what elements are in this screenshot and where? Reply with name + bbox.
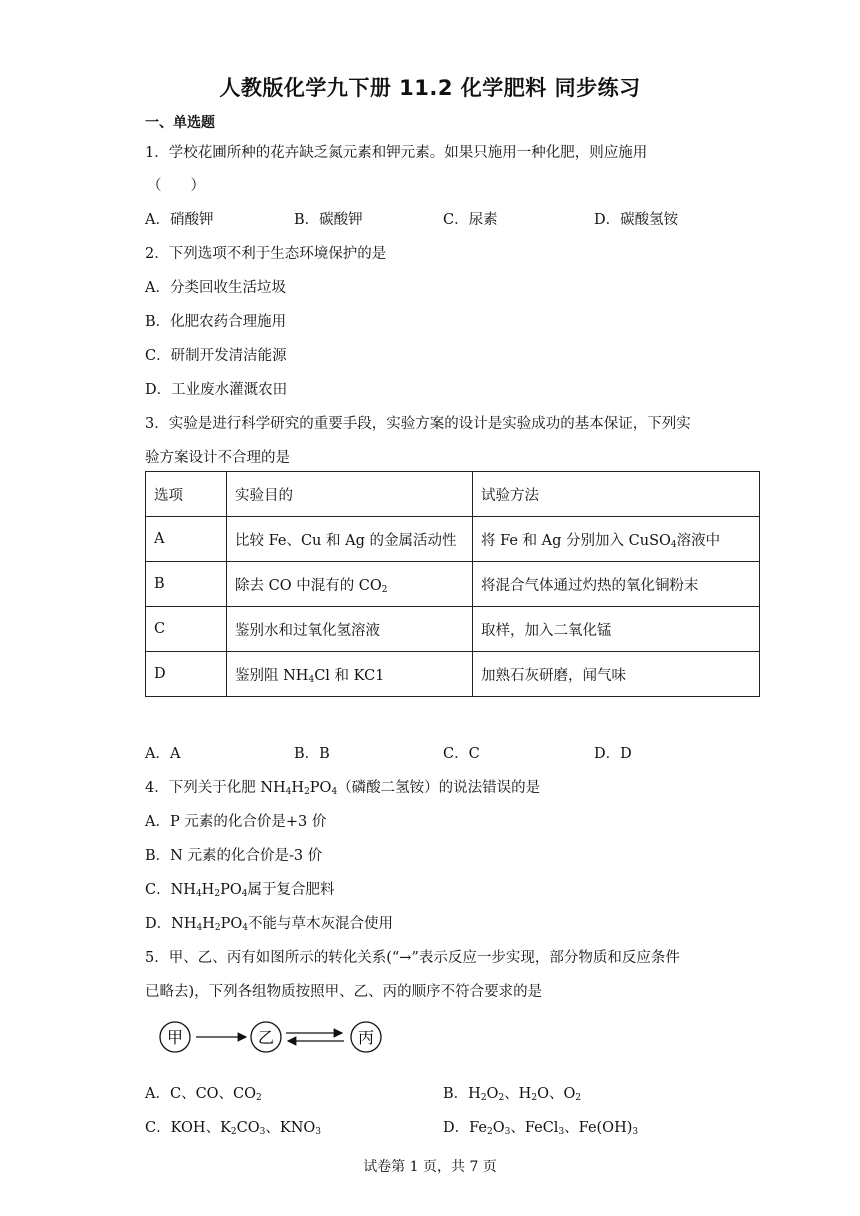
q2-option-c: C．研制开发清洁能源 bbox=[145, 348, 287, 364]
q5-option-d: D．$Fe_2O_3$、FeCl$_3$、$Fe(OH)_3$ bbox=[443, 1120, 639, 1137]
experiment-table bbox=[145, 471, 760, 697]
q3-option-d: D．D bbox=[594, 746, 632, 762]
table-row bbox=[146, 607, 760, 652]
question-2-stem: 2．下列选项不利于生态环境保护的是 bbox=[145, 246, 387, 262]
table-row bbox=[146, 562, 760, 607]
page-footer: 试卷第 1 页，共 7 页 bbox=[363, 1159, 497, 1175]
q4-option-d: D．$NH_4H_2PO_4$不能与草木灰混合使用 bbox=[145, 916, 393, 933]
row-option: D bbox=[146, 652, 227, 697]
row-purpose: 除去 CO 中混有的 $CO_2$ bbox=[227, 562, 473, 607]
q3-option-a: A．A bbox=[145, 746, 181, 762]
conversion-diagram bbox=[158, 1018, 388, 1058]
q2-option-b: B．化肥农药合理施用 bbox=[145, 314, 287, 330]
row-method: 将混合气体通过灼热的氧化铜粉末 bbox=[473, 562, 760, 607]
table-row bbox=[146, 517, 760, 562]
question-3-stem-cont: 验方案设计不合理的是 bbox=[145, 450, 290, 466]
header-purpose: 实验目的 bbox=[227, 472, 473, 517]
page-title: 人教版化学九下册 11.2 化学肥料 同步练习 bbox=[219, 76, 641, 100]
question-5-stem-cont: 已略去)，下列各组物质按照甲、乙、丙的顺序不符合要求的是 bbox=[145, 984, 543, 1000]
node-yi-label: 乙 bbox=[257, 1028, 275, 1047]
q2-option-d: D．工业废水灌溉农田 bbox=[145, 382, 288, 398]
row-option: C bbox=[146, 607, 227, 652]
q1-option-d: D．碳酸氢铵 bbox=[594, 212, 679, 228]
row-purpose: 鉴别水和过氧化氢溶液 bbox=[227, 607, 473, 652]
q1-option-b: B．碳酸钾 bbox=[294, 212, 363, 228]
question-5-stem: 5．甲、乙、丙有如图所示的转化关系(“→”表示反应一步实现，部分物质和反应条件 bbox=[145, 950, 680, 966]
table-header-row bbox=[146, 472, 760, 517]
q1-option-a: A．硝酸钾 bbox=[145, 212, 214, 228]
row-purpose: 比较 Fe、Cu 和 Ag 的金属活动性 bbox=[227, 517, 473, 562]
q3-option-b: B．B bbox=[294, 746, 330, 762]
row-method: 加熟石灰研磨，闻气味 bbox=[473, 652, 760, 697]
q2-option-a: A．分类回收生活垃圾 bbox=[145, 280, 286, 296]
row-option: A bbox=[146, 517, 227, 562]
node-bing-label: 丙 bbox=[357, 1028, 375, 1047]
header-method: 试验方法 bbox=[473, 472, 760, 517]
q4-option-b: B．N 元素的化合价是-3 价 bbox=[145, 848, 323, 864]
question-4-stem: 4．下列关于化肥 $NH_4H_2PO_4$（磷酸二氢铵）的说法错误的是 bbox=[145, 780, 541, 797]
node-jia-label: 甲 bbox=[166, 1028, 184, 1047]
q3-option-c: C．C bbox=[443, 746, 480, 762]
question-1-paren: （ ） bbox=[147, 178, 205, 194]
row-method: 取样，加入二氧化锰 bbox=[473, 607, 760, 652]
row-method: 将 Fe 和 Ag 分别加入 CuSO$_4$溶液中 bbox=[473, 517, 760, 562]
q5-option-a: A．C、CO、$CO_2$ bbox=[145, 1086, 262, 1103]
header-option: 选项 bbox=[146, 472, 227, 517]
q4-option-c: C．$NH_4H_2PO_4$属于复合肥料 bbox=[145, 882, 335, 899]
q5-option-b: B．$H_2O_2$、$H_2O$、$O_2$ bbox=[443, 1086, 582, 1103]
question-3-stem: 3．实验是进行科学研究的重要手段，实验方案的设计是实验成功的基本保证，下列实 bbox=[145, 416, 691, 432]
question-1-stem: 1．学校花圃所种的花卉缺乏氮元素和钾元素。如果只施用一种化肥，则应施用 bbox=[145, 145, 648, 161]
row-option: B bbox=[146, 562, 227, 607]
row-purpose: 鉴别阻 $NH_4Cl$ 和 KC1 bbox=[227, 652, 473, 697]
q5-option-c: C．KOH、$K_2CO_3$、$KNO_3$ bbox=[145, 1120, 322, 1137]
q1-option-c: C．尿素 bbox=[443, 212, 498, 228]
section-heading: 一、单选题 bbox=[145, 115, 215, 131]
table-row bbox=[146, 652, 760, 697]
q4-option-a: A．P 元素的化合价是+3 价 bbox=[145, 814, 327, 830]
